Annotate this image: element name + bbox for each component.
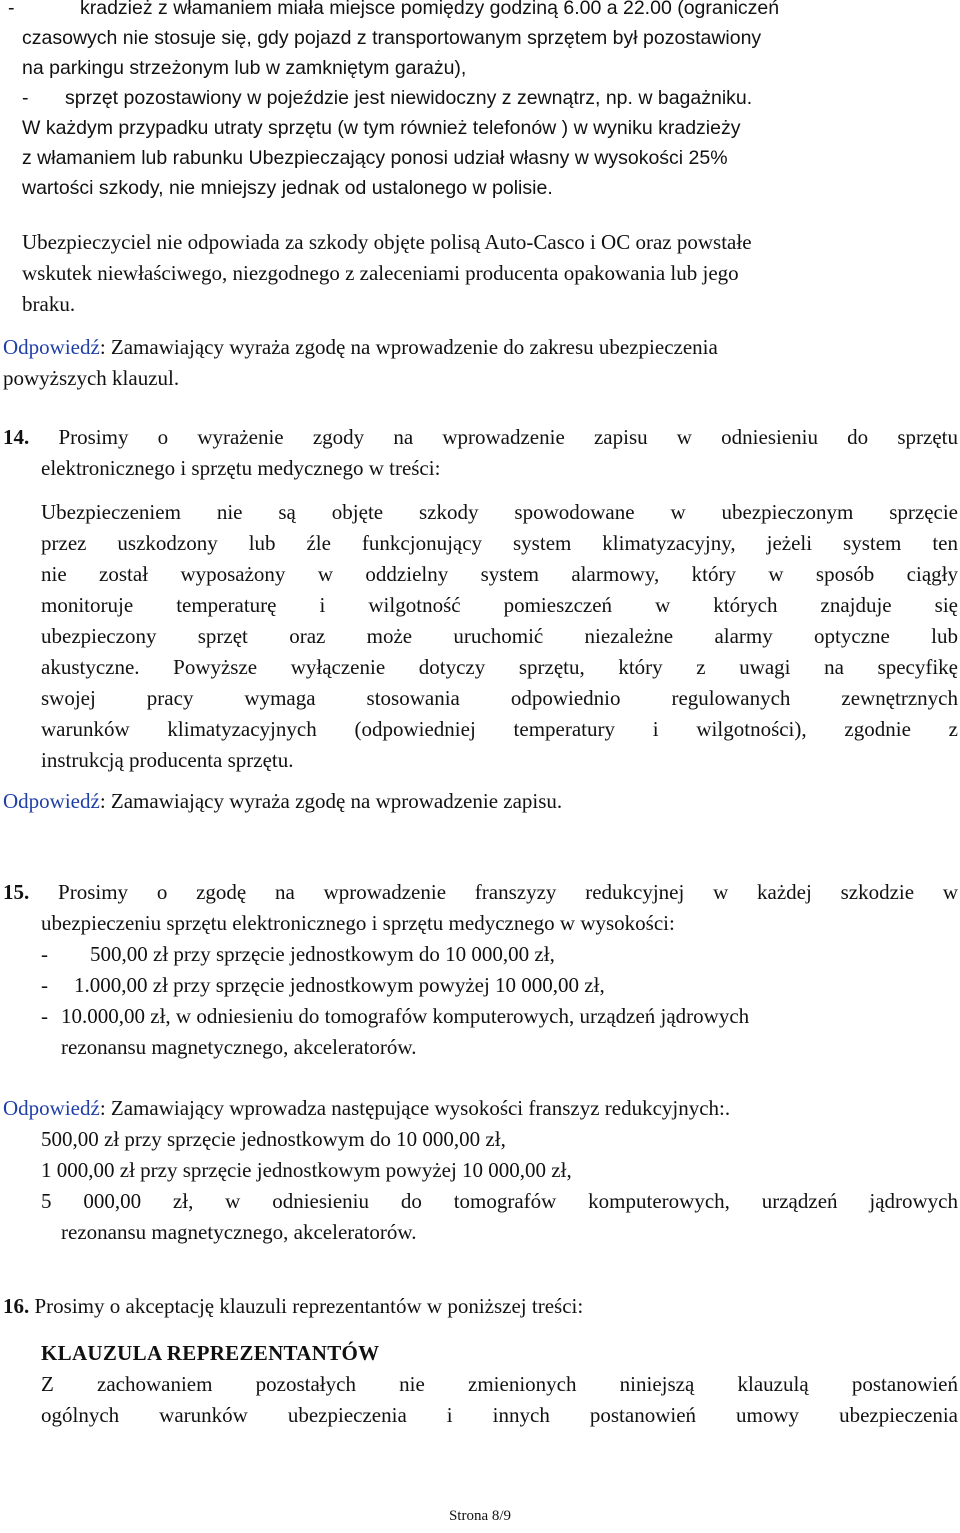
- clause-line: instrukcją producenta sprzętu.: [41, 748, 294, 772]
- answer-block: [3, 1093, 958, 1124]
- answer-list-item: 5 000,00 zł, w odniesieniu do tomografów komputerowych, urządzeń jądrowych: [41, 1189, 958, 1213]
- question-14: [3, 422, 958, 484]
- question-text: Prosimy o wyrażenie zgody na wprowadzenie zapisu w odniesieniu do sprzętu: [58, 425, 959, 449]
- page-number: Strona 8/9: [448, 1508, 512, 1524]
- answer-label: Odpowiedź: [3, 335, 100, 359]
- paragraph-line: wskutek niewłaściwego, niezgodnego z zaleceniami producenta opakowania lub jego: [22, 261, 739, 285]
- clause-line: ogólnych warunków ubezpieczenia i innych postanowień umowy ubezpieczenia: [41, 1403, 958, 1427]
- list-item: [22, 83, 958, 113]
- list-item-text: na parkingu strzeżonym lub w zamkniętym garażu),: [22, 57, 467, 79]
- list-item-text: 500,00 zł przy sprzęcie jednostkowym do 10 000,00 zł,: [90, 942, 555, 966]
- clause-line: akustyczne. Powyższe wyłączenie dotyczy sprzętu, który z uwagi na specyfikę: [41, 655, 958, 679]
- list-item-continuation: [22, 23, 958, 83]
- list-item: [41, 939, 958, 970]
- clause-line: przez uszkodzony lub źle funkcjonujący system klimatyzacyjny, jeżeli system ten: [41, 531, 958, 555]
- answer-block: [3, 786, 958, 817]
- answer-list-item-continuation: rezonansu magnetycznego, akceleratorów.: [61, 1220, 417, 1244]
- clause-line: warunków klimatyzacyjnych (odpowiedniej temperatury i wilgotności), zgodnie z: [41, 717, 958, 741]
- answer-text: : Zamawiający wyraża zgodę na wprowadzenie do zakresu ubezpieczenia: [99, 335, 718, 359]
- list-item-text: 1.000,00 zł przy sprzęcie jednostkowym powyżej 10 000,00 zł,: [74, 973, 605, 997]
- list-item: [41, 970, 958, 1001]
- clause-line: Z zachowaniem pozostałych nie zmienionych niniejszą klauzulą postanowień: [41, 1372, 958, 1396]
- clause-line: monitoruje temperaturę i wilgotność pomieszczeń w których znajduje się: [41, 593, 958, 617]
- list-dash: -: [41, 1004, 48, 1028]
- question-text: Prosimy o akceptację klauzuli reprezentantów w poniższej treści:: [34, 1294, 584, 1318]
- question-15: [3, 877, 958, 939]
- paragraph-line: z włamaniem lub rabunku Ubezpieczający ponosi udział własny w wysokości 25%: [22, 147, 728, 169]
- list-dash: -: [41, 973, 48, 997]
- paragraph-line: braku.: [22, 292, 76, 316]
- answer-label: Odpowiedź: [3, 1096, 100, 1120]
- clause-text: [41, 1369, 958, 1431]
- clause-line: nie został wyposażony w oddzielny system alarmowy, który w sposób ciągły: [41, 562, 958, 586]
- paragraph-line: wartości szkody, nie mniejszy jednak od ustalonego w polisie.: [22, 177, 553, 199]
- answer-list: [41, 1124, 958, 1248]
- answer-list-item: 1 000,00 zł przy sprzęcie jednostkowym powyżej 10 000,00 zł,: [41, 1158, 572, 1182]
- clause-line: Ubezpieczeniem nie są objęte szkody spowodowane w ubezpieczonym sprzęcie: [41, 500, 958, 524]
- answer-list-item: 500,00 zł przy sprzęcie jednostkowym do 10 000,00 zł,: [41, 1127, 506, 1151]
- paragraph-packaging: [22, 227, 958, 320]
- answer-text: powyższych klauzul.: [3, 366, 180, 390]
- question-text: ubezpieczeniu sprzętu elektronicznego i sprzętu medycznego w wysokości:: [41, 911, 675, 935]
- clause-line: swojej pracy wymaga stosowania odpowiednio regulowanych zewnętrznych: [41, 686, 958, 710]
- question-text: elektronicznego i sprzętu medycznego w treści:: [41, 456, 441, 480]
- list-dash: -: [41, 942, 48, 966]
- question-text: Prosimy o zgodę na wprowadzenie franszyzy redukcyjnej w każdej szkodzie w: [58, 880, 959, 904]
- list-item-text: 10.000,00 zł, w odniesieniu do tomografów komputerowych, urządzeń jądrowych: [61, 1004, 750, 1028]
- question-number: 14.: [3, 425, 30, 449]
- answer-text: : Zamawiający wprowadza następujące wysokości franszyz redukcyjnych:.: [99, 1096, 731, 1120]
- paragraph-line: W każdym przypadku utraty sprzętu (w tym również telefonów ) w wyniku kradzieży: [22, 117, 741, 139]
- list-item: [41, 1001, 958, 1032]
- answer-text: : Zamawiający wyraża zgodę na wprowadzenie zapisu.: [99, 789, 563, 813]
- list-dash: -: [8, 0, 15, 19]
- clause-line: ubezpieczony sprzęt oraz może uruchomić niezależne alarmy optyczne lub: [41, 624, 958, 648]
- list-item-text: czasowych nie stosuje się, gdy pojazd z transportowanym sprzętem był pozostawiony: [22, 27, 762, 49]
- paragraph-line: Ubezpieczyciel nie odpowiada za szkody objęte polisą Auto-Casco i OC oraz powstałe: [22, 230, 752, 254]
- paragraph-theft: [22, 113, 958, 203]
- list-item-continuation: rezonansu magnetycznego, akceleratorów.: [61, 1035, 417, 1059]
- answer-label: Odpowiedź: [3, 789, 100, 813]
- answer-block: [3, 332, 958, 394]
- question-number: 15.: [3, 880, 30, 904]
- list-item-text: kradzież z włamaniem miała miejsce pomiędzy godziną 6.00 a 22.00 (ograniczeń: [80, 0, 780, 19]
- question-number: 16.: [3, 1294, 30, 1318]
- question-16: [3, 1291, 958, 1322]
- list-dash: -: [22, 87, 29, 109]
- list-item-text: sprzęt pozostawiony w pojeździe jest niewidoczny z zewnątrz, np. w bagażniku.: [65, 87, 753, 109]
- clause-text: [41, 497, 958, 776]
- clause-title: KLAUZULA REPREZENTANTÓW: [41, 1341, 380, 1365]
